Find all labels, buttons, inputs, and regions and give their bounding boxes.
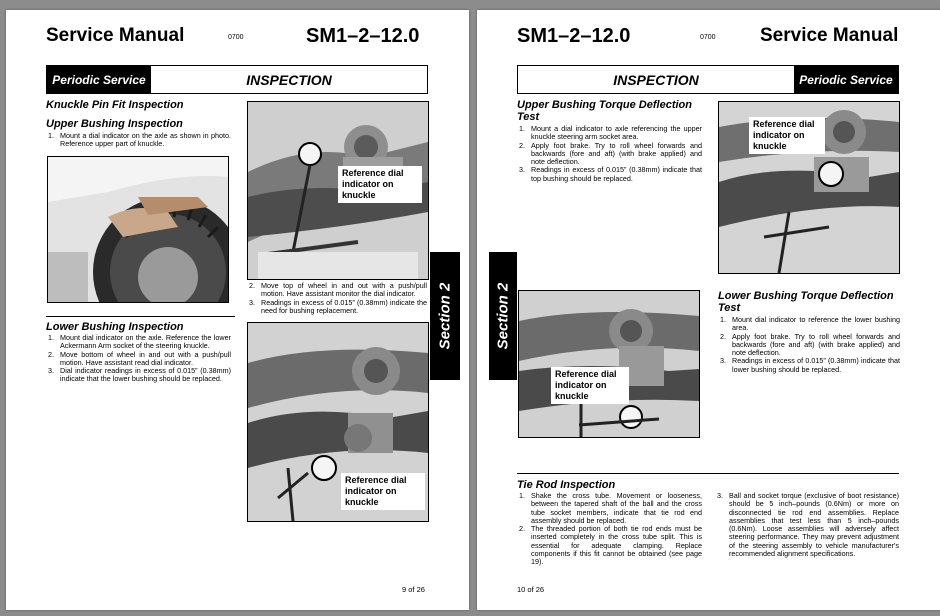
upper-steps	[517, 125, 702, 183]
tie-rod-heading: Tie Rod Inspection	[517, 479, 616, 491]
photo-callout: Reference dial indicator on knuckle	[749, 117, 825, 154]
left-page	[6, 10, 469, 610]
section-tab: Section 2	[430, 252, 460, 380]
list-item: 2. Move top of wheel in and out with a push/pull motion. Have assistant monitor the dial indicator.	[249, 281, 427, 299]
section-title: Knuckle Pin Fit Inspection	[46, 99, 184, 111]
list-item: 3. Ball and socket torque (exclusive of boot resistance) should be 5 inch–pounds (0.6Nm) or more on disconnected tie rod end assemblies. Replace assemblies that test less than 5 inch–pounds (0.6Nm). Loose assemblies will adversely affect steering performance. They may prevent adjustment of the steering assembly to vehicle manufacturer's recommended alignment specifications.	[717, 491, 899, 559]
doc-number: SM1–2–12.0	[517, 25, 631, 47]
list-item: 3. Dial indicator readings in excess of 0.015” (0.38mm) indicate that the lower bushing should be replaced.	[48, 366, 231, 384]
list-item: 3. Readings in excess of 0.015” (0.38mm) indicate the need for bushing replacement.	[249, 297, 427, 315]
list-item: 2. Apply foot brake. Try to roll wheel forwards and backwards (fore and aft) (with brake applied) and note deflection.	[720, 331, 900, 358]
page-number: 9 of 26	[402, 585, 425, 594]
doc-code: 0700	[700, 34, 716, 41]
photo-callout: Reference dial indicator on knuckle	[341, 473, 425, 510]
upper-deflection-photo	[718, 101, 900, 274]
bar-title: INSPECTION	[613, 71, 699, 88]
photo-callout: Reference dial indicator on knuckle	[338, 166, 422, 203]
list-item: 1. Shake the cross tube. Movement or looseness, between the tapered shaft of the ball and the cross tube socket members, indicate that tie rod end assembly should be replaced.	[519, 491, 702, 525]
doc-code: 0700	[228, 34, 244, 41]
lower-steps	[718, 316, 900, 374]
upper-steps-b	[247, 282, 427, 315]
doc-number: SM1–2–12.0	[306, 25, 420, 47]
periodic-service-label: Periodic Service	[794, 66, 898, 93]
lower-heading: Lower Bushing Torque Deflection Test	[718, 290, 894, 314]
lower-deflection-photo	[518, 290, 700, 438]
upper-steps-a	[46, 132, 231, 149]
list-item: 3. Readings in excess of 0.015” (0.38mm) indicate that lower bushing should be replaced.	[720, 356, 900, 374]
manual-title: Service Manual	[760, 25, 899, 46]
list-item: 2. Move bottom of wheel in and out with a push/pull motion. Have assistant read dial indicator.	[48, 349, 231, 367]
tie-rod-steps-left	[517, 492, 702, 567]
section-bar	[46, 65, 428, 94]
page-number: 10 of 26	[517, 585, 545, 594]
list-item: 1. Mount a dial indicator on the axle as shown in photo. Reference upper part of knuckle.	[48, 131, 231, 149]
divider	[517, 473, 899, 474]
wheel-photo-image	[48, 157, 228, 302]
list-item: 1. Mount dial indicator to reference the lower bushing area.	[720, 315, 900, 333]
list-item: 2. Apply foot brake. Try to roll wheel forwards and backwards (fore and aft) (with brake applied) and note deflection.	[519, 140, 702, 167]
upper-heading: Upper Bushing Inspection	[46, 118, 183, 130]
upper-dial-photo	[247, 101, 429, 280]
tie-rod-steps-right	[715, 492, 899, 558]
periodic-service-label: Periodic Service	[47, 66, 151, 93]
right-page	[477, 10, 940, 610]
lower-steps	[46, 334, 231, 384]
list-item: 2. The threaded portion of both tie rod ends must be inserted completely in the cross tube split. This is essential for adequate clamping. Replace components if this fit cannot be obtained (see page 19).	[519, 524, 702, 567]
section-tab: Section 2	[489, 252, 517, 380]
list-item: 1. Mount a dial indicator to axle referencing the upper knuckle steering arm socket area.	[519, 124, 702, 142]
lower-deflection-photo-image	[519, 291, 699, 437]
list-item: 3. Readings in excess of 0.015” (0.38mm) indicate that top bushing should be replaced.	[519, 165, 702, 183]
photo-callout: Reference dial indicator on knuckle	[551, 367, 629, 404]
list-item: 1. Mount dial indicator on the axle. Reference the lower Ackermann Arm socket of the steering knuckle.	[48, 333, 231, 351]
lower-heading: Lower Bushing Inspection	[46, 321, 184, 333]
lower-dial-photo	[247, 322, 429, 522]
section-bar	[517, 65, 899, 94]
upper-heading: Upper Bushing Torque Deflection Test	[517, 99, 692, 123]
wheel-photo	[47, 156, 229, 303]
bar-title: INSPECTION	[246, 71, 332, 88]
manual-title: Service Manual	[46, 25, 185, 46]
divider	[46, 316, 235, 317]
